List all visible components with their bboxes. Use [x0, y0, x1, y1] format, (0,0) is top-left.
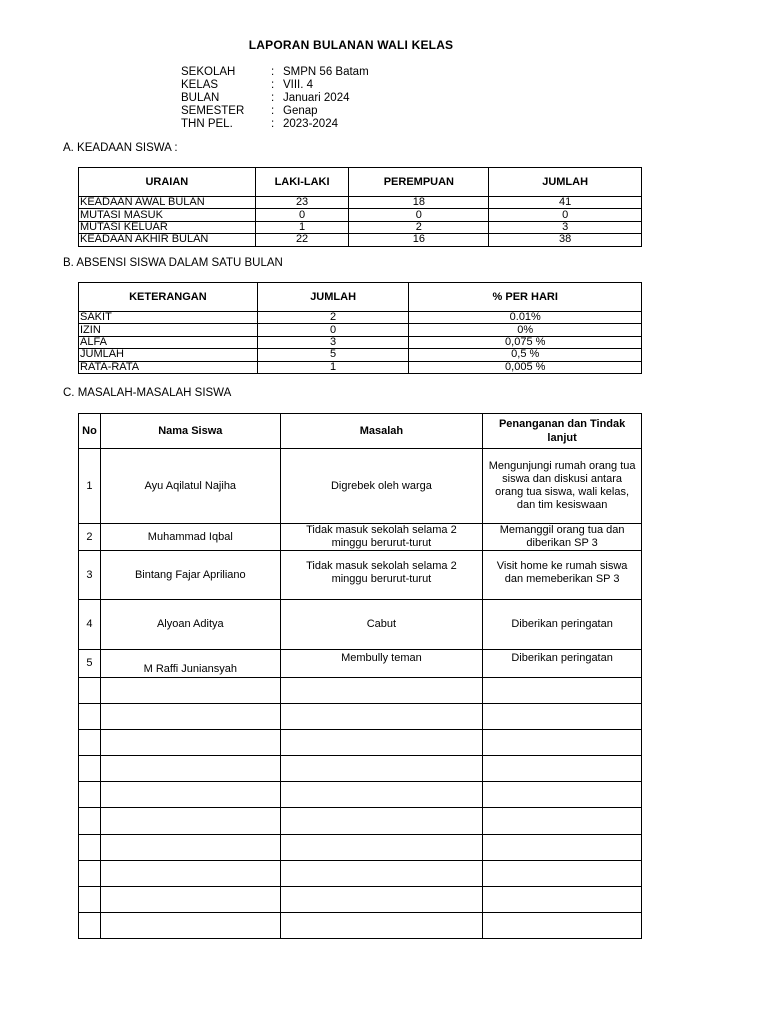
table-cell: ALFA: [79, 336, 258, 348]
table-cell: 5: [257, 349, 409, 361]
table-cell: 2: [349, 221, 489, 233]
empty-cell: [79, 704, 101, 730]
table-cell: Alyoan Aditya: [100, 600, 280, 650]
empty-cell: [79, 782, 101, 808]
empty-row: [79, 730, 642, 756]
table-cell: Bintang Fajar Apriliano: [100, 551, 280, 600]
info-row: [181, 79, 369, 92]
info-value: 2023-2024: [283, 118, 338, 130]
col-header: Penanganan dan Tindak lanjut: [483, 414, 642, 449]
empty-cell: [79, 808, 101, 835]
table-row: [79, 650, 642, 678]
table-row: [79, 221, 642, 233]
empty-cell: [79, 913, 101, 939]
table-cell: 4: [79, 600, 101, 650]
table-cell: 0.01%: [409, 312, 642, 324]
empty-cell: [280, 782, 483, 808]
table-row: [79, 361, 642, 373]
empty-cell: [79, 730, 101, 756]
table-cell: JUMLAH: [79, 349, 258, 361]
col-header: KETERANGAN: [79, 283, 258, 312]
empty-cell: [100, 913, 280, 939]
empty-row: [79, 808, 642, 835]
empty-cell: [483, 782, 642, 808]
info-key: BULAN: [181, 92, 220, 104]
empty-row: [79, 756, 642, 782]
empty-cell: [100, 730, 280, 756]
empty-cell: [79, 887, 101, 913]
table-cell: Ayu Aqilatul Najiha: [100, 449, 280, 524]
empty-cell: [280, 808, 483, 835]
col-header: PEREMPUAN: [349, 168, 489, 197]
masalah-siswa-table: [78, 413, 642, 939]
info-row: [181, 105, 369, 118]
table-row: [79, 324, 642, 336]
table-cell: 16: [349, 234, 489, 246]
empty-cell: [483, 887, 642, 913]
info-key: KELAS: [181, 79, 219, 91]
table-cell: Mengunjungi rumah orang tua siswa dan diskusi antara orang tua siswa, wali kelas, dan tim kesiswaan: [483, 449, 642, 524]
empty-row: [79, 913, 642, 939]
empty-cell: [79, 756, 101, 782]
table-cell: KEADAAN AWAL BULAN: [79, 197, 256, 209]
table-cell: Tidak masuk sekolah selama 2 minggu berurut-turut: [280, 551, 483, 600]
table-cell: 1: [257, 361, 409, 373]
info-value: SMPN 56 Batam: [283, 66, 369, 78]
info-value: Genap: [283, 105, 318, 117]
table-row: [79, 234, 642, 246]
info-sep: :: [271, 92, 275, 104]
info-block: [181, 66, 369, 131]
empty-cell: [483, 913, 642, 939]
empty-cell: [100, 704, 280, 730]
empty-cell: [100, 861, 280, 887]
table-cell: Visit home ke rumah siswa dan memeberikan SP 3: [483, 551, 642, 600]
table-cell: MUTASI KELUAR: [79, 221, 256, 233]
col-header: No: [79, 414, 101, 449]
table-cell: 23: [255, 197, 349, 209]
empty-row: [79, 887, 642, 913]
info-value: Januari 2024: [283, 92, 350, 104]
table-cell: 1: [255, 221, 349, 233]
empty-cell: [483, 835, 642, 861]
table-cell: Cabut: [280, 600, 483, 650]
empty-cell: [79, 678, 101, 704]
empty-cell: [483, 861, 642, 887]
col-header: URAIAN: [79, 168, 256, 197]
empty-cell: [483, 704, 642, 730]
empty-cell: [79, 861, 101, 887]
info-key: SEKOLAH: [181, 66, 236, 78]
table-cell: 2: [257, 312, 409, 324]
table-cell: RATA-RATA: [79, 361, 258, 373]
table-cell: 3: [489, 221, 642, 233]
table-cell: 3: [79, 551, 101, 600]
empty-row: [79, 835, 642, 861]
table-row: [79, 524, 642, 551]
keadaan-siswa-table: [78, 167, 642, 247]
info-sep: :: [271, 66, 275, 78]
table-cell: Memanggil orang tua dan diberikan SP 3: [483, 524, 642, 551]
empty-cell: [100, 887, 280, 913]
table-cell: IZIN: [79, 324, 258, 336]
empty-cell: [280, 861, 483, 887]
table-cell: Digrebek oleh warga: [280, 449, 483, 524]
empty-row: [79, 782, 642, 808]
table-cell: Diberikan peringatan: [483, 650, 642, 678]
table-cell: 0%: [409, 324, 642, 336]
table-cell: 2: [79, 524, 101, 551]
empty-cell: [100, 808, 280, 835]
table-cell: 0,005 %: [409, 361, 642, 373]
table-cell: Tidak masuk sekolah selama 2 minggu berurut-turut: [280, 524, 483, 551]
table-cell: Diberikan peringatan: [483, 600, 642, 650]
empty-cell: [280, 704, 483, 730]
info-key: SEMESTER: [181, 105, 245, 117]
table-header-row: [79, 414, 642, 449]
col-header: JUMLAH: [257, 283, 409, 312]
empty-cell: [100, 756, 280, 782]
table-cell: Membully teman: [280, 650, 483, 678]
info-row: [181, 92, 369, 105]
empty-cell: [483, 808, 642, 835]
table-cell: 0: [257, 324, 409, 336]
empty-cell: [483, 678, 642, 704]
table-row: [79, 349, 642, 361]
empty-cell: [280, 678, 483, 704]
info-sep: :: [271, 118, 275, 130]
table-row: [79, 551, 642, 600]
table-cell: 0: [255, 209, 349, 221]
info-row: [181, 66, 369, 79]
empty-cell: [100, 678, 280, 704]
table-cell: KEADAAN AKHIR BULAN: [79, 234, 256, 246]
table-row: [79, 600, 642, 650]
section-a-heading: A. KEADAAN SISWA :: [63, 142, 178, 154]
empty-cell: [280, 730, 483, 756]
table-cell: 0,075 %: [409, 336, 642, 348]
table-cell: 0: [489, 209, 642, 221]
table-cell: Muhammad Iqbal: [100, 524, 280, 551]
empty-cell: [280, 887, 483, 913]
col-header: % PER HARI: [409, 283, 642, 312]
empty-cell: [100, 835, 280, 861]
table-cell: SAKIT: [79, 312, 258, 324]
table-cell: 38: [489, 234, 642, 246]
table-row: [79, 197, 642, 209]
empty-cell: [483, 730, 642, 756]
table-row: [79, 312, 642, 324]
absensi-siswa-table: [78, 282, 642, 374]
empty-cell: [79, 835, 101, 861]
table-row: [79, 449, 642, 524]
table-cell: M Raffi Juniansyah: [100, 650, 280, 678]
table-cell: 22: [255, 234, 349, 246]
empty-cell: [280, 913, 483, 939]
table-header-row: [79, 168, 642, 197]
empty-cell: [280, 756, 483, 782]
table-cell: 0,5 %: [409, 349, 642, 361]
empty-row: [79, 678, 642, 704]
table-cell: 41: [489, 197, 642, 209]
table-cell: 0: [349, 209, 489, 221]
info-sep: :: [271, 105, 275, 117]
empty-cell: [280, 835, 483, 861]
info-value: VIII. 4: [283, 79, 314, 91]
col-header: JUMLAH: [489, 168, 642, 197]
empty-cell: [100, 782, 280, 808]
table-cell: MUTASI MASUK: [79, 209, 256, 221]
info-row: [181, 118, 369, 131]
page-title: LAPORAN BULANAN WALI KELAS: [248, 38, 454, 52]
col-header: Nama Siswa: [100, 414, 280, 449]
table-cell: 1: [79, 449, 101, 524]
section-b-heading: B. ABSENSI SISWA DALAM SATU BULAN: [63, 257, 283, 269]
table-cell: 18: [349, 197, 489, 209]
table-cell: 5: [79, 650, 101, 678]
table-row: [79, 336, 642, 348]
table-header-row: [79, 283, 642, 312]
empty-row: [79, 861, 642, 887]
table-cell: 3: [257, 336, 409, 348]
col-header: LAKI-LAKI: [255, 168, 349, 197]
empty-cell: [483, 756, 642, 782]
section-c-heading: C. MASALAH-MASALAH SISWA: [63, 387, 232, 399]
empty-row: [79, 704, 642, 730]
table-row: [79, 209, 642, 221]
info-key: THN PEL.: [181, 118, 233, 130]
info-sep: :: [271, 79, 275, 91]
col-header: Masalah: [280, 414, 483, 449]
